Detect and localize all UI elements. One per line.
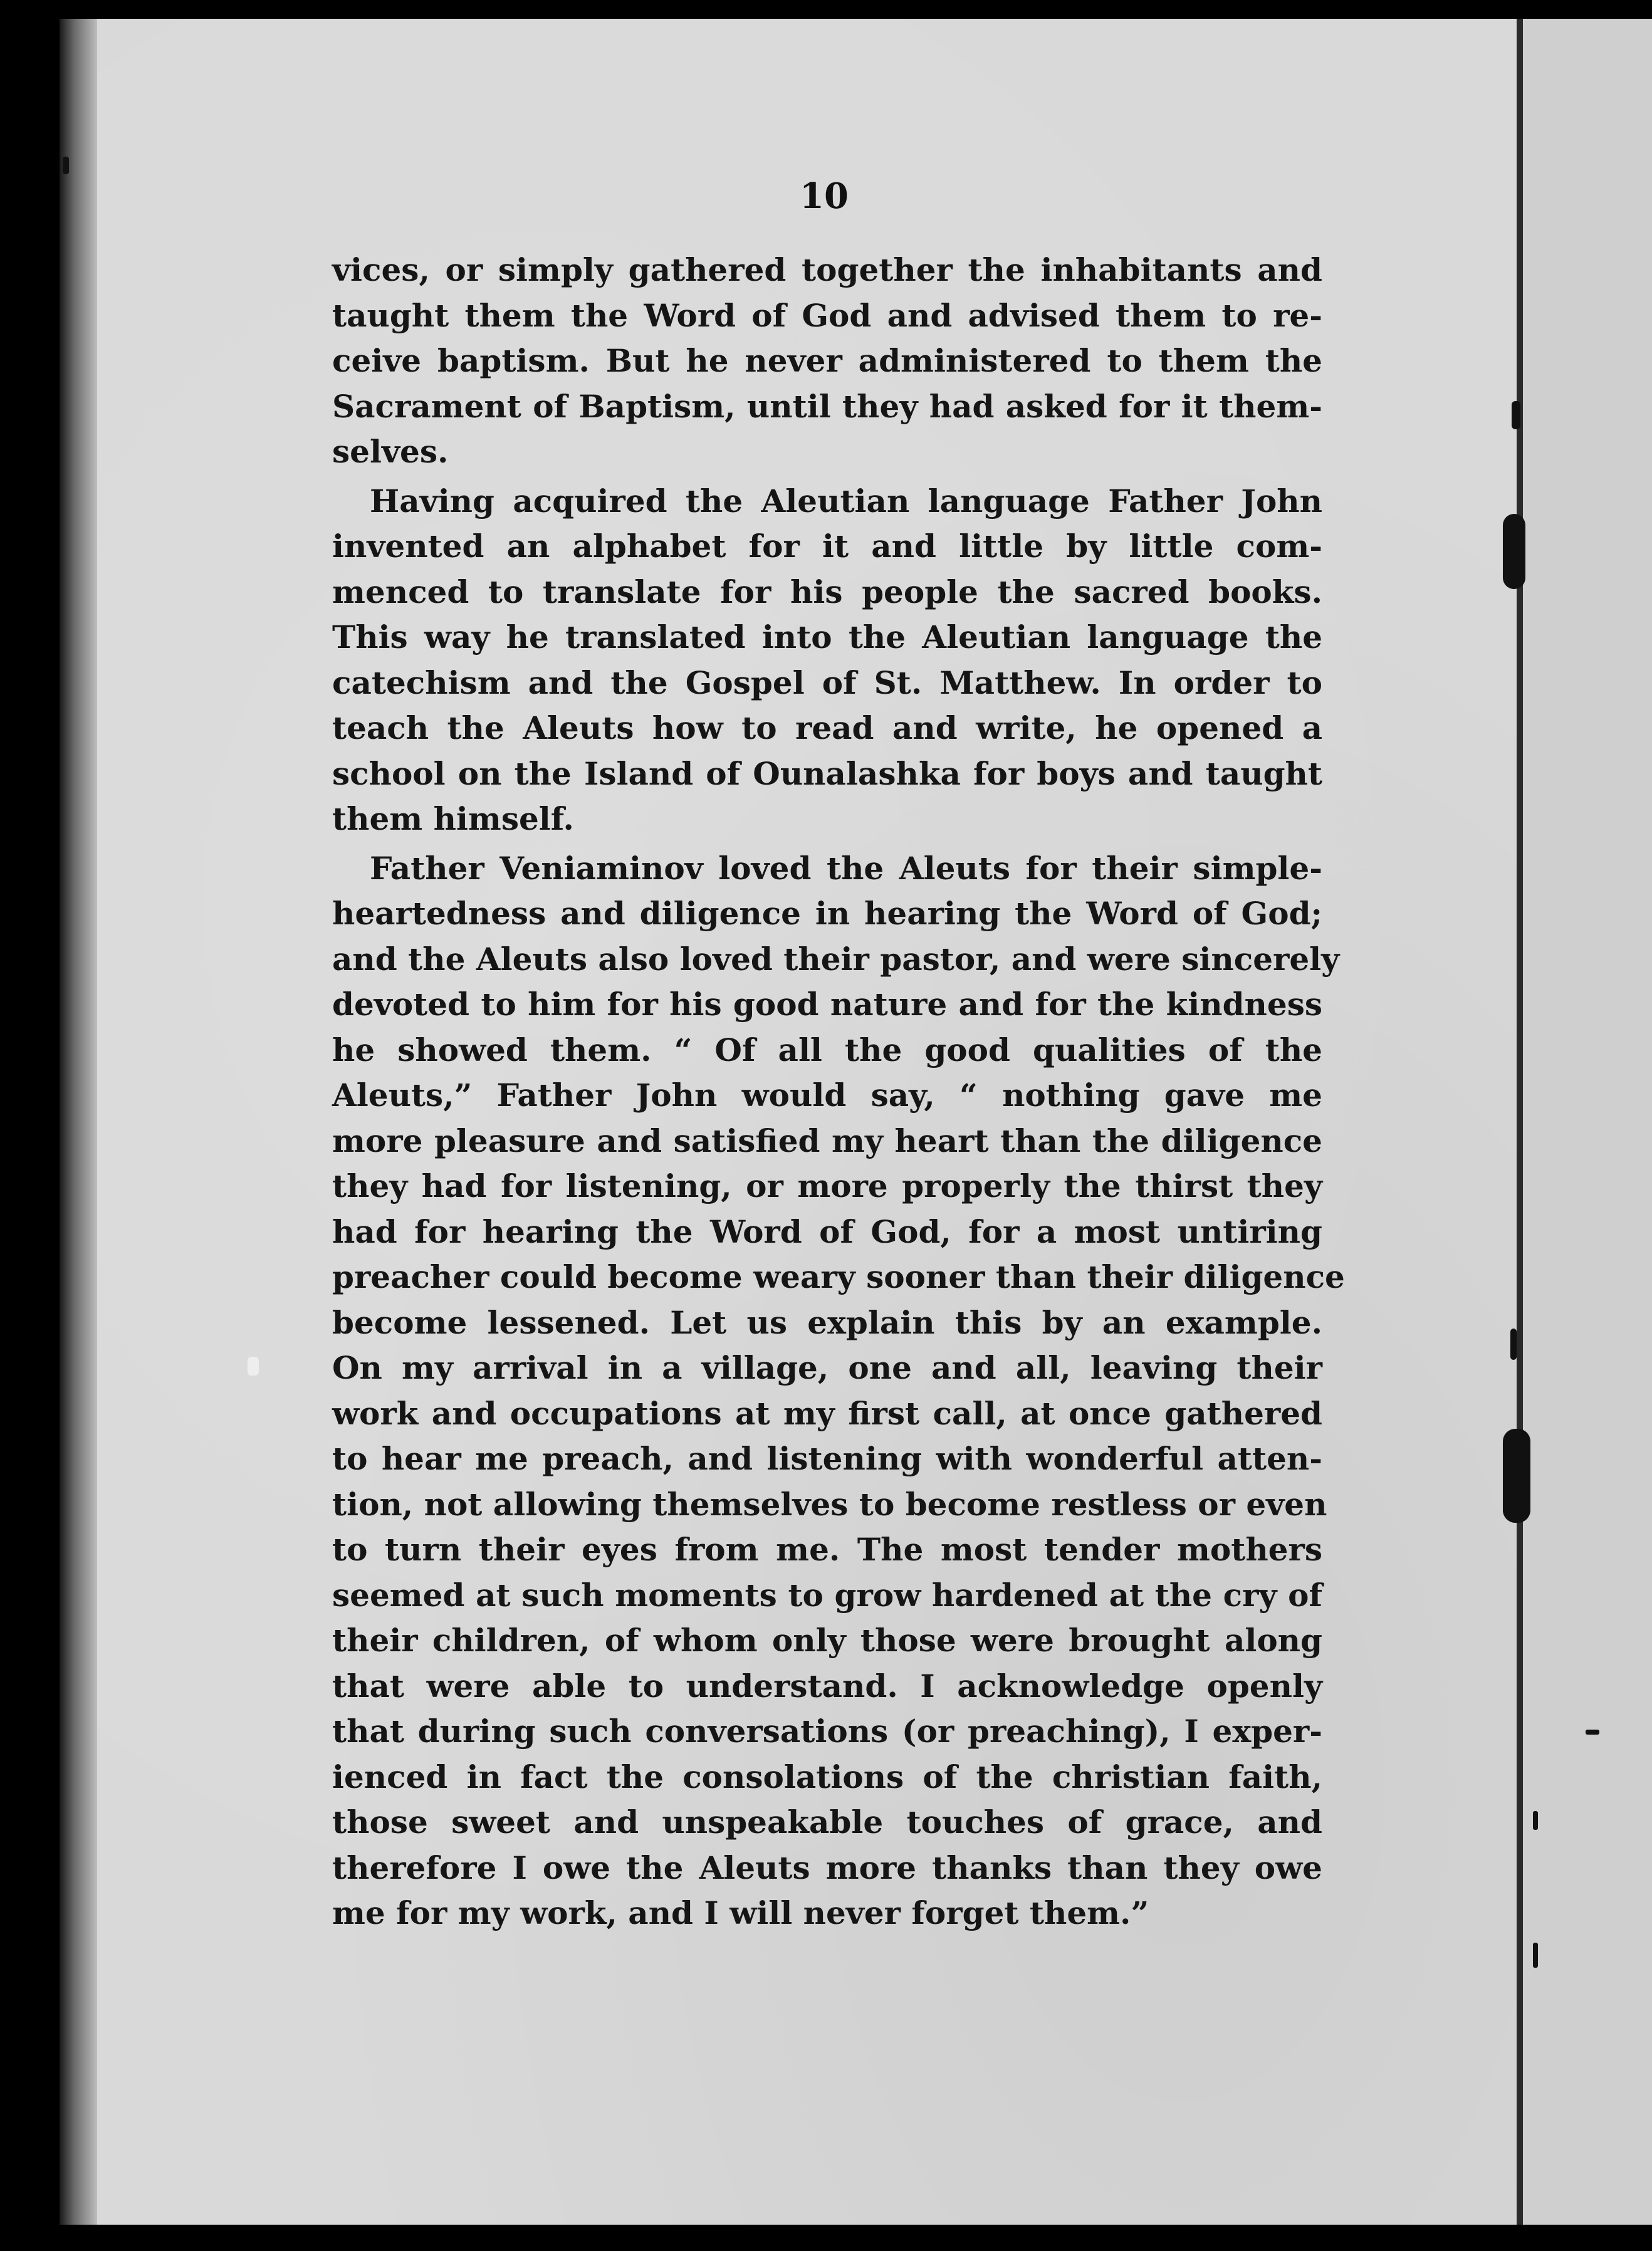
page-fold-edge — [1517, 19, 1523, 2225]
ink-speck — [1533, 1811, 1538, 1830]
text-line: had for hearing the Word of God, for a most untiring — [332, 1213, 1322, 1250]
text-line: more pleasure and satisfied my heart than the diligence — [332, 1122, 1322, 1159]
ink-speck — [63, 157, 69, 174]
text-line: Aleuts,” Father John would say, “ nothing gave me — [332, 1077, 1322, 1114]
ink-speck — [1533, 1943, 1538, 1968]
text-line: taught them the Word of God and advised them to re- — [332, 296, 1322, 334]
text-line: school on the Island of Ounalashka for boys and taught — [332, 755, 1322, 792]
page-number: 10 — [800, 175, 849, 217]
paragraph-2 — [332, 479, 1322, 842]
ink-speck — [1512, 401, 1520, 429]
text-line: their children, of whom only those were brought along — [332, 1622, 1322, 1659]
text-line: tion, not allowing themselves to become restless or even — [332, 1485, 1327, 1523]
text-line: preacher could become weary sooner than their diligence — [332, 1258, 1345, 1295]
text-line: those sweet and unspeakable touches of grace, and — [332, 1804, 1322, 1841]
text-line: catechism and the Gospel of St. Matthew. In order to — [332, 664, 1322, 701]
text-line: and the Aleuts also loved their pastor, and were sincerely — [332, 940, 1340, 978]
text-line: work and occupations at my first call, at once gathered — [332, 1394, 1322, 1432]
text-line: teach the Aleuts how to read and write, he opened a — [332, 709, 1322, 746]
text-line: Having acquired the Aleutian language Father John — [370, 482, 1322, 520]
text-line: therefore I owe the Aleuts more thanks than they owe — [332, 1849, 1322, 1886]
ink-speck — [248, 1357, 259, 1376]
text-line: menced to translate for his people the sacred books. — [332, 573, 1322, 610]
text-line: This way he translated into the Aleutian language the — [332, 619, 1322, 655]
next-page-strip — [1523, 19, 1652, 2225]
ink-blot — [1503, 514, 1525, 589]
text-line: them himself. — [332, 800, 574, 837]
text-line: seemed at such moments to grow hardened at the cry of — [332, 1576, 1322, 1614]
ink-blot — [1503, 1429, 1530, 1523]
text-line: invented an alphabet for it and little by little com- — [332, 528, 1322, 565]
text-line: ceive baptism. But he never administered to them the — [332, 342, 1322, 379]
text-line: he showed them. “ Of all the good qualities of the — [332, 1031, 1322, 1068]
text-line: On my arrival in a village, one and all, leaving their — [332, 1349, 1322, 1386]
text-line: devoted to him for his good nature and for the kindness — [332, 986, 1322, 1023]
text-line: Sacrament of Baptism, until they had asked for it them- — [332, 387, 1322, 425]
body-text — [332, 248, 1345, 1936]
ink-speck — [1510, 1329, 1517, 1360]
text-line: heartedness and diligence in hearing the Word of God; — [332, 895, 1322, 932]
text-line: ienced in fact the consolations of the christian faith, — [332, 1758, 1322, 1795]
text-line: they had for listening, or more properly the thirst they — [332, 1167, 1322, 1204]
text-line: that during such conversations (or preaching), I exper- — [332, 1713, 1322, 1750]
text-line: vices, or simply gathered together the inhabitants and — [332, 251, 1322, 288]
text-line: to turn their eyes from me. The most tender mothers — [332, 1531, 1322, 1568]
left-margin-shadow — [60, 19, 97, 2225]
text-line: become lessened. Let us explain this by an example. — [332, 1303, 1322, 1341]
text-line: that were able to understand. I acknowledge openly — [332, 1667, 1322, 1705]
paragraph-1 — [332, 248, 1322, 475]
ink-speck — [1586, 1730, 1599, 1735]
text-line: me for my work, and I will never forget them.” — [332, 1894, 1149, 1931]
text-line: to hear me preach, and listening with wonderful atten- — [332, 1440, 1322, 1477]
text-line: Father Veniaminov loved the Aleuts for their simple- — [370, 849, 1322, 887]
text-line: selves. — [332, 433, 449, 470]
paragraph-3 — [332, 846, 1345, 1936]
